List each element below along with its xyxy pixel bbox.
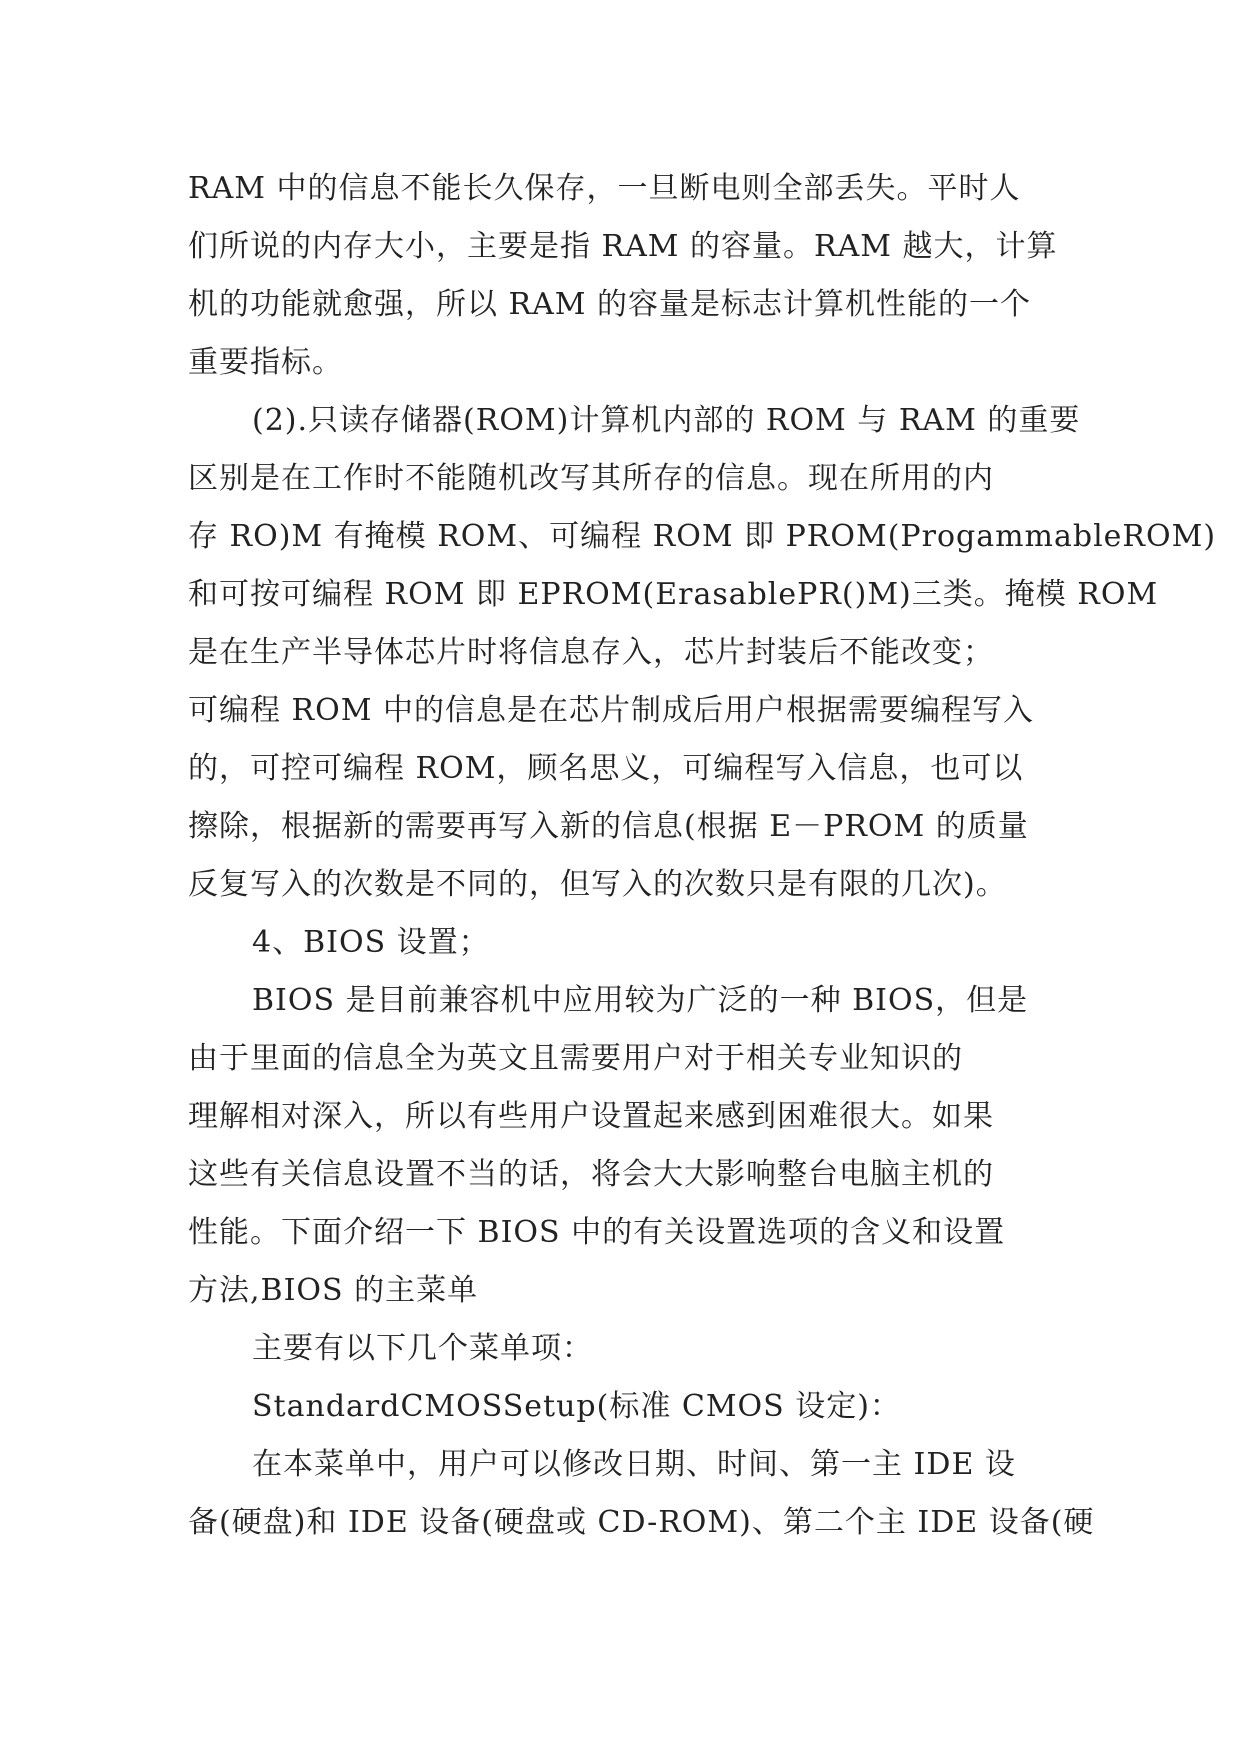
text-line: 理解相对深入，所以有些用户设置起来感到困难很大。如果 — [188, 1099, 994, 1134]
text-line: 区别是在工作时不能随机改写其所存的信息。现在所用的内 — [188, 461, 994, 496]
text-line: 的，可控可编程 ROM，顾名思义，可编程写入信息，也可以 — [188, 751, 1024, 786]
text-line: RAM 中的信息不能长久保存，一旦断电则全部丢失。平时人 — [188, 171, 1021, 206]
text-line: 重要指标。 — [188, 345, 343, 380]
text-line: 们所说的内存大小，主要是指 RAM 的容量。RAM 越大，计算 — [188, 229, 1058, 264]
text-line: 和可按可编程 ROM 即 EPROM(ErasablePR()M)三类。掩模 ROM — [188, 577, 1159, 612]
text-line: 主要有以下几个菜单项： — [252, 1331, 593, 1366]
text-line: 由于里面的信息全为英文且需要用户对于相关专业知识的 — [188, 1041, 963, 1076]
text-line: 擦除，根据新的需要再写入新的信息(根据 E－PROM 的质量 — [188, 809, 1029, 844]
text-line: 4、BIOS 设置； — [252, 925, 490, 960]
text-line: BIOS 是目前兼容机中应用较为广泛的一种 BIOS，但是 — [252, 983, 1029, 1018]
text-line: (2).只读存储器(ROM)计算机内部的 ROM 与 RAM 的重要 — [252, 403, 1081, 438]
text-line: 性能。下面介绍一下 BIOS 中的有关设置选项的含义和设置 — [188, 1215, 1006, 1250]
text-line: StandardCMOSSetup(标准 CMOS 设定)： — [252, 1389, 901, 1424]
text-line: 可编程 ROM 中的信息是在芯片制成后用户根据需要编程写入 — [188, 693, 1034, 728]
text-line: 在本菜单中，用户可以修改日期、时间、第一主 IDE 设 — [252, 1447, 1016, 1482]
text-line: 反复写入的次数是不同的，但写入的次数只是有限的几次)。 — [188, 867, 1007, 902]
text-line: 机的功能就愈强，所以 RAM 的容量是标志计算机性能的一个 — [188, 287, 1032, 322]
text-line: 备(硬盘)和 IDE 设备(硬盘或 CD-ROM)、第二个主 IDE 设备(硬 — [188, 1505, 1095, 1540]
body-text — [188, 160, 1217, 1552]
text-line: 这些有关信息设置不当的话，将会大大影响整台电脑主机的 — [188, 1157, 994, 1192]
text-line: 存 RO)M 有掩模 ROM、可编程 ROM 即 PROM(ProgammableROM) — [188, 519, 1217, 554]
text-line: 方法,BIOS 的主菜单 — [188, 1273, 479, 1308]
text-line: 是在生产半导体芯片时将信息存入，芯片封装后不能改变； — [188, 635, 994, 670]
